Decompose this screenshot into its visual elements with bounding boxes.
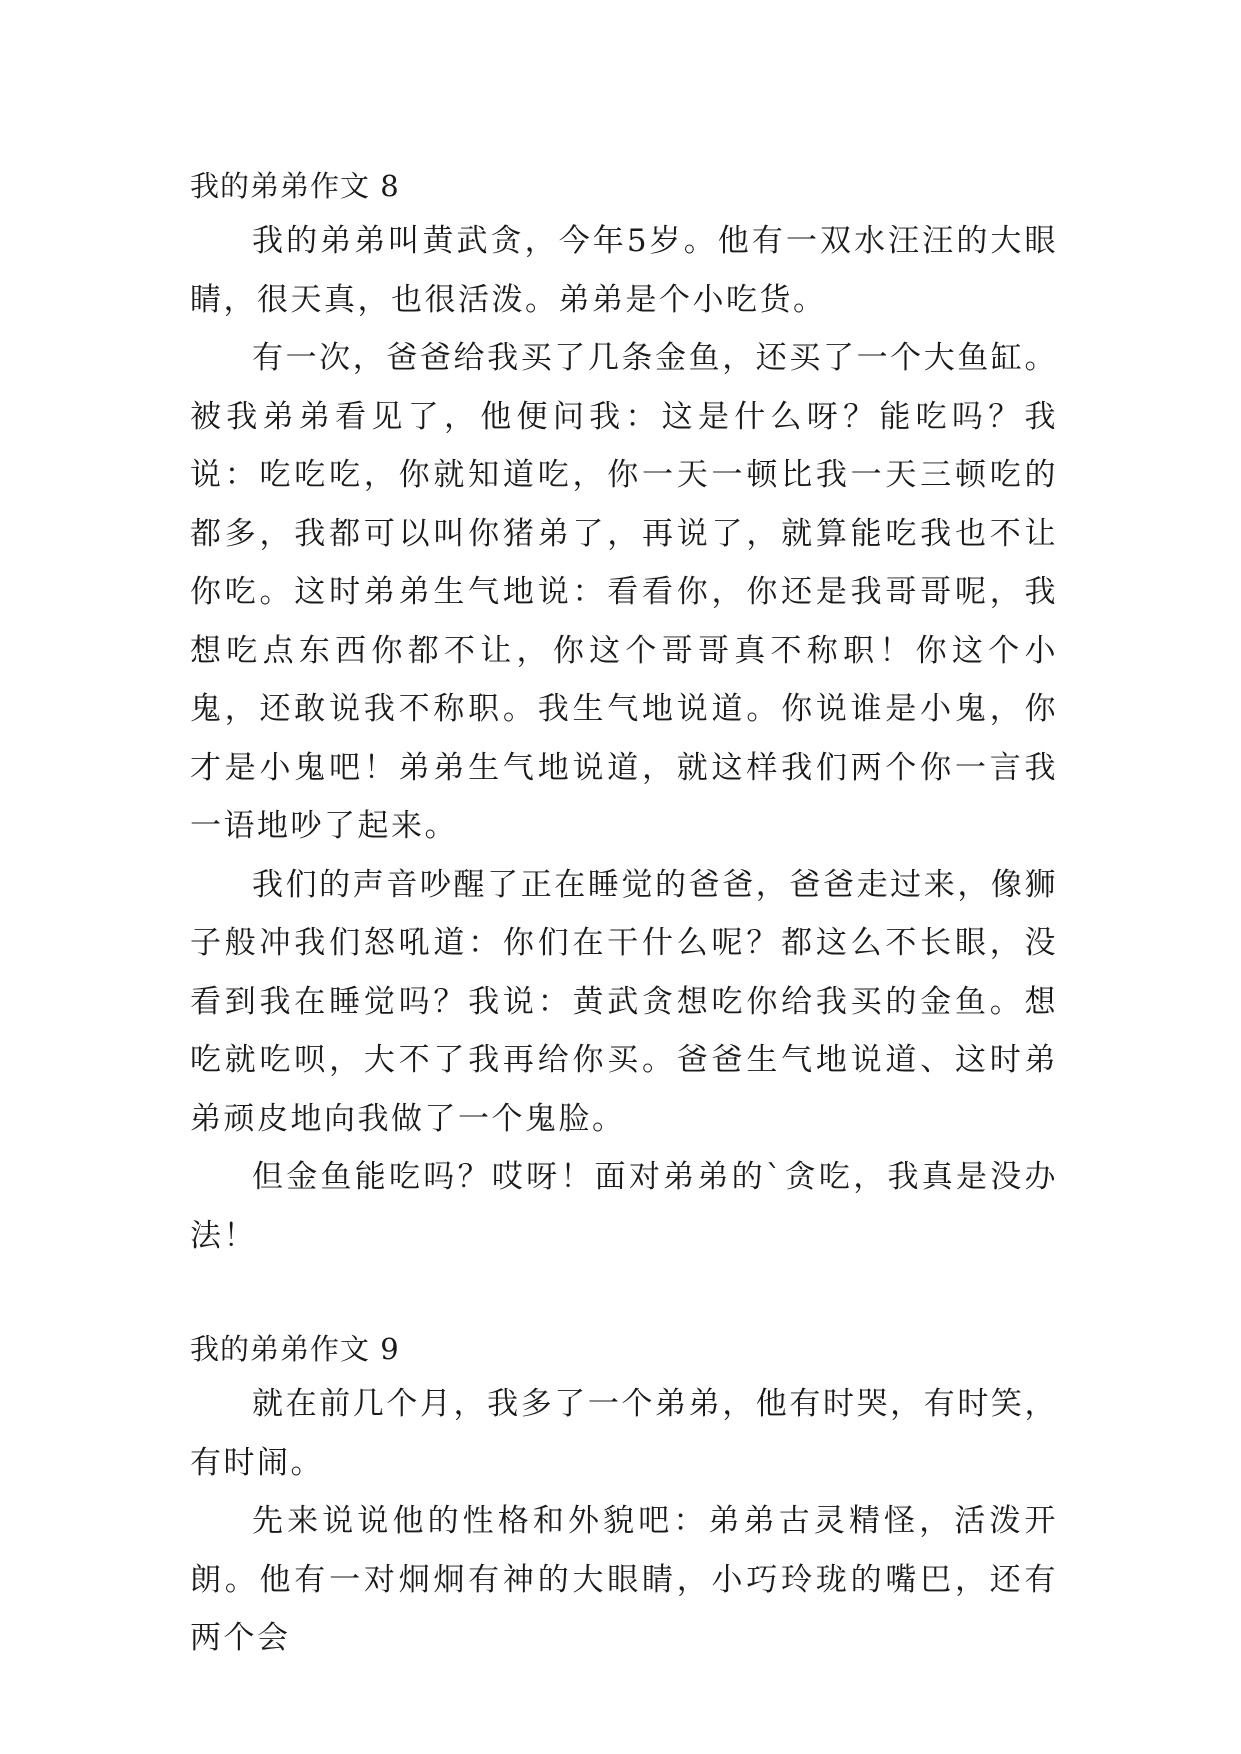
- essay-9-title: 我的弟弟作文 9: [190, 1332, 400, 1366]
- essay-8-paragraph-3: 我们的声音吵醒了正在睡觉的爸爸，爸爸走过来，像狮子般冲我们怒吼道：你们在干什么呢？都这么不长眼，没看到我在睡觉吗？我说：黄武贪想吃你给我买的金鱼。想吃就吃呗，大不了我再给你买。爸爸生气地说道、这时弟弟顽皮地向我做了一个鬼脸。: [190, 866, 1058, 1137]
- essay-8-paragraph-1: 我的弟弟叫黄武贪，今年5岁。他有一双水汪汪的大眼睛，很天真，也很活泼。弟弟是个小吃货。: [190, 223, 1058, 318]
- essay-9-paragraph-1: 就在前几个月，我多了一个弟弟，他有时哭，有时笑，有时闹。: [190, 1386, 1058, 1481]
- section-spacer: [190, 1265, 1058, 1323]
- essay-9-paragraph-2: 先来说说他的性格和外貌吧：弟弟古灵精怪，活泼开朗。他有一对炯炯有神的大眼睛，小巧玲珑的嘴巴，还有两个会: [190, 1503, 1058, 1656]
- essay-8: [190, 160, 1058, 1265]
- essay-8-title: 我的弟弟作文 8: [190, 169, 400, 203]
- essay-8-paragraph-4: 但金鱼能吃吗？哎呀！面对弟弟的`贪吃，我真是没办法！: [190, 1159, 1058, 1254]
- essay-8-paragraph-2: 有一次，爸爸给我买了几条金鱼，还买了一个大鱼缸。被我弟弟看见了，他便问我：这是什么呀？能吃吗？我说：吃吃吃，你就知道吃，你一天一顿比我一天三顿吃的都多，我都可以叫你猪弟了，再说了，就算能吃我也不让你吃。这时弟弟生气地说：看看你，你还是我哥哥呢，我想吃点东西你都不让，你这个哥哥真不称职！你这个小鬼，还敢说我不称职。我生气地说道。你说谁是小鬼，你才是小鬼吧！弟弟生气地说道，就这样我们两个你一言我一语地吵了起来。: [190, 340, 1058, 844]
- document-body: [190, 160, 1058, 1668]
- essay-9: [190, 1323, 1058, 1668]
